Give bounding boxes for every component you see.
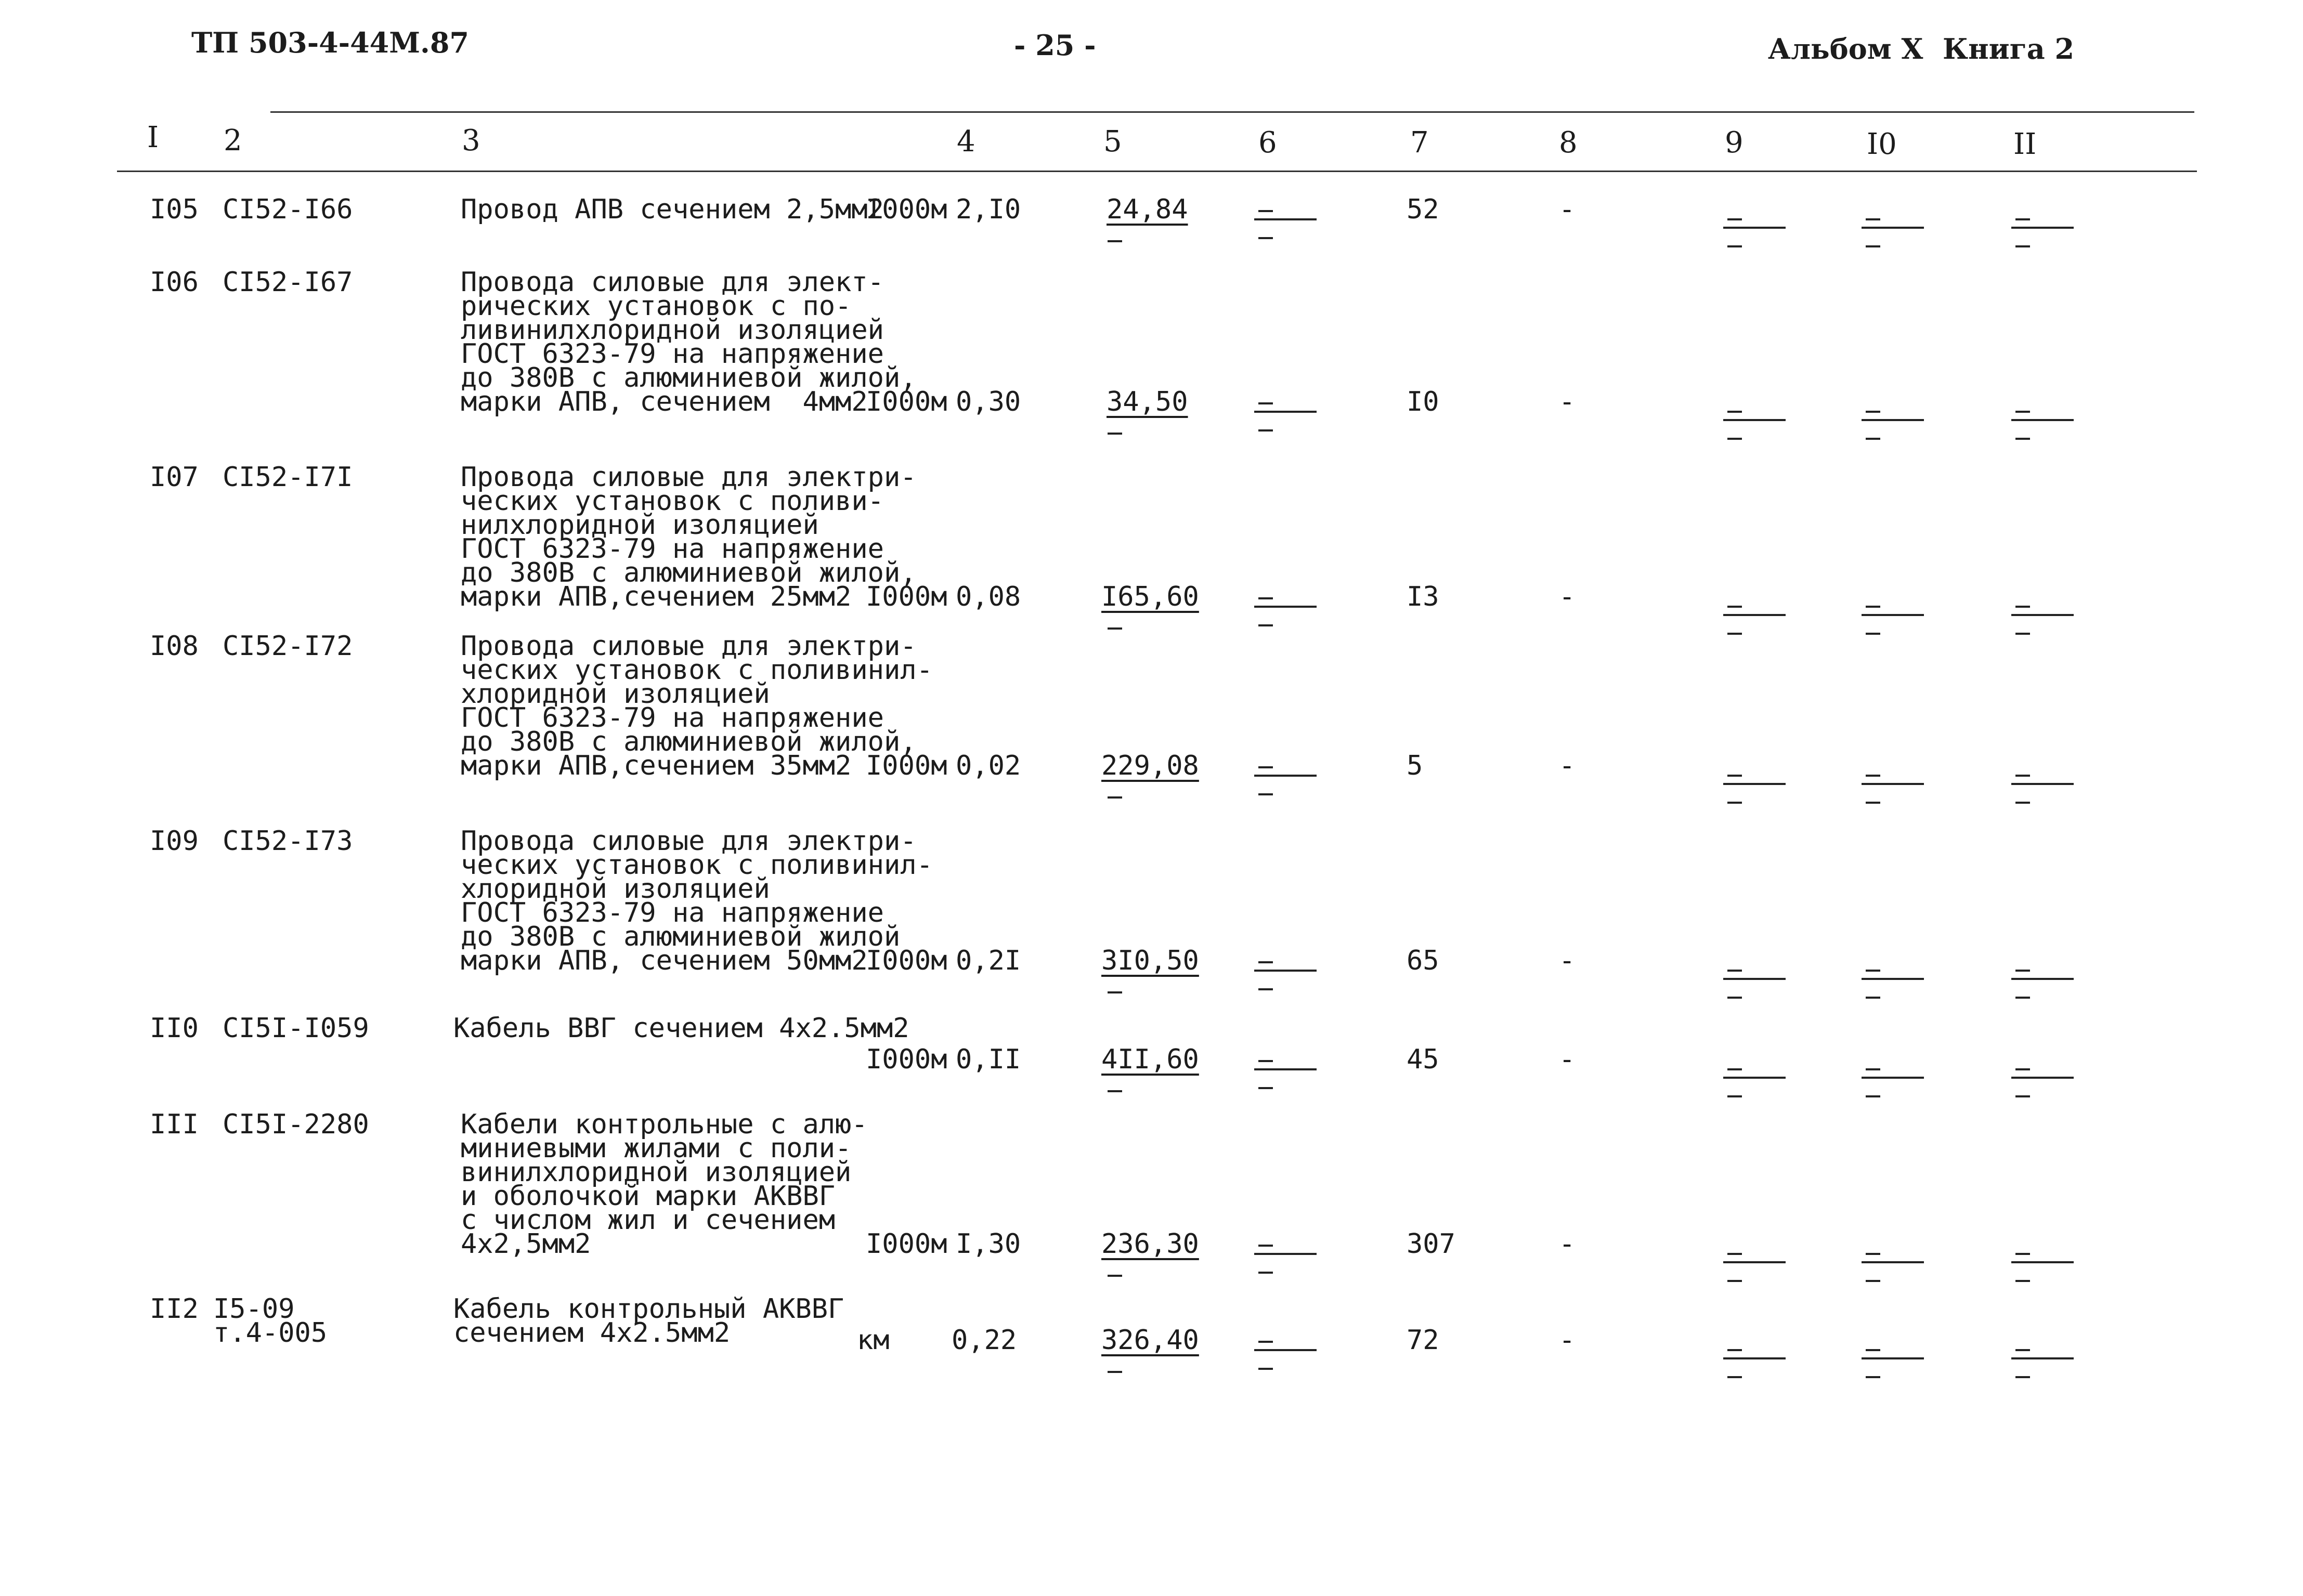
mark-bottom-dash [2015, 997, 2030, 999]
col9-dash-mark [1723, 1068, 1786, 1115]
item-description-line: 4х2,5мм2 [461, 1228, 591, 1260]
item-description-line: ГОСТ 6323-79 на напряжение [461, 702, 884, 734]
col8-dash: - [1559, 750, 1576, 781]
item-description-line: марки АПВ,сечением 35мм2 [461, 750, 852, 781]
mark-top-dash [1866, 1349, 1880, 1351]
col6-dash-mark [1254, 961, 1317, 1008]
item-description-line: хлоридной изоляцией [461, 678, 770, 710]
col11-dash-mark [2011, 1068, 2074, 1115]
quantity: 2,I0 [956, 194, 1021, 225]
mark-line [1723, 1357, 1786, 1359]
item-description-line: Провода силовые для электри- [461, 826, 917, 857]
item-code: СI52-I72 [223, 631, 353, 662]
column-header: 6 [1258, 126, 1277, 160]
mark-line [1862, 419, 1924, 421]
item-description-line: рических установок с по- [461, 291, 852, 322]
mark-bottom-dash [2015, 802, 2030, 804]
col9-dash-mark [1723, 970, 1786, 1016]
unit: I000м [866, 386, 947, 417]
item-description-line: Кабель контрольный АКВВГ [453, 1293, 844, 1325]
mark-bottom-dash [2015, 438, 2030, 440]
mark-line [1862, 1357, 1924, 1359]
mark-bottom-dash [1866, 245, 1880, 247]
item-description-line: Провод АПВ сечением 2,5мм2 [461, 194, 884, 225]
item-number: II0 [150, 1013, 199, 1044]
mark-line [1254, 1253, 1317, 1255]
col10-dash-mark [1862, 775, 1924, 821]
col8-dash: - [1559, 1325, 1576, 1356]
mark-bottom-dash [1866, 997, 1880, 999]
mark-bottom-dash [1866, 1095, 1880, 1097]
mark-top-dash [2015, 775, 2030, 777]
item-description-line: и оболочкой марки АКВВГ [461, 1181, 836, 1212]
price-under-dash [1108, 240, 1122, 242]
mark-line [1862, 227, 1924, 229]
item-number: II2 [150, 1293, 199, 1325]
mark-line [1862, 1077, 1924, 1079]
item-number: I06 [150, 267, 199, 298]
col9-dash-mark [1723, 1253, 1786, 1300]
unit-price: 4II,60 [1101, 1044, 1199, 1075]
unit: I000м [866, 1228, 947, 1260]
item-description-line: ГОСТ 6323-79 на напряжение [461, 533, 884, 565]
col7-value: 307 [1407, 1228, 1455, 1260]
mark-bottom-dash [1727, 438, 1742, 440]
mark-top-dash [2015, 606, 2030, 608]
mark-line [1254, 775, 1317, 777]
col11-dash-mark [2011, 218, 2074, 265]
mark-top-dash [1727, 606, 1742, 608]
item-description-line: ливинилхлоридной изоляцией [461, 315, 884, 346]
mark-top-dash [1866, 1068, 1880, 1070]
mark-bottom-dash [2015, 1280, 2030, 1282]
mark-bottom-dash [1727, 1095, 1742, 1097]
column-header: II [2013, 127, 2037, 161]
unit: I000м [866, 945, 947, 976]
mark-bottom-dash [1866, 438, 1880, 440]
col6-dash-mark [1254, 402, 1317, 449]
mark-line [1862, 783, 1924, 785]
item-description-line: ческих установок с поливинил- [461, 655, 933, 686]
table-header-rule [117, 171, 2197, 172]
mark-top-dash [2015, 970, 2030, 972]
quantity: 0,02 [956, 750, 1021, 781]
col11-dash-mark [2011, 970, 2074, 1016]
item-number: I09 [150, 826, 199, 857]
column-header: 8 [1559, 126, 1578, 160]
unit-price: I65,60 [1101, 581, 1199, 612]
item-description-line: с числом жил и сечением [461, 1205, 836, 1236]
mark-line [1254, 218, 1317, 220]
mark-bottom-dash [2015, 1376, 2030, 1378]
mark-line [1723, 419, 1786, 421]
mark-top-dash [1866, 218, 1880, 220]
mark-top-dash [1727, 1068, 1742, 1070]
mark-top-dash [1258, 1060, 1273, 1062]
mark-bottom-dash [2015, 245, 2030, 247]
item-description-line: Провода силовые для электри- [461, 462, 917, 493]
mark-line [2011, 1357, 2074, 1359]
col8-dash: - [1559, 386, 1576, 417]
col10-dash-mark [1862, 1068, 1924, 1115]
col7-value: I3 [1407, 581, 1439, 612]
mark-top-dash [1258, 1341, 1273, 1343]
item-description-line: Кабель ВВГ сечением 4х2.5мм2 [453, 1013, 909, 1044]
unit-price: 236,30 [1101, 1228, 1199, 1260]
mark-bottom-dash [1258, 1368, 1273, 1370]
item-description-line: Провода силовые для элект- [461, 267, 884, 298]
price-under-dash [1108, 433, 1122, 435]
item-code: СI5I-I059 [223, 1013, 369, 1044]
mark-bottom-dash [1258, 1272, 1273, 1274]
page-number: - 25 - [1014, 29, 1096, 62]
item-description-line: миниевыми жилами с поли- [461, 1133, 852, 1164]
mark-top-dash [2015, 1349, 2030, 1351]
col11-dash-mark [2011, 1253, 2074, 1300]
document-code: ТП 503-4-44М.87 [191, 26, 469, 59]
col10-dash-mark [1862, 970, 1924, 1016]
col10-dash-mark [1862, 1349, 1924, 1396]
col6-dash-mark [1254, 1060, 1317, 1107]
item-code: СI5I-2280 [223, 1109, 369, 1140]
mark-bottom-dash [1866, 1376, 1880, 1378]
col8-dash: - [1559, 1228, 1576, 1260]
mark-bottom-dash [1258, 988, 1273, 990]
quantity: 0,22 [952, 1325, 1017, 1356]
unit: I000м [866, 750, 947, 781]
mark-bottom-dash [1258, 1087, 1273, 1089]
item-number: I07 [150, 462, 199, 493]
table-row [0, 1109, 2303, 1292]
col9-dash-mark [1723, 775, 1786, 821]
mark-top-dash [1258, 597, 1273, 599]
mark-line [2011, 614, 2074, 616]
item-description-line: нилхлоридной изоляцией [461, 509, 819, 541]
mark-line [2011, 1261, 2074, 1263]
table-row [0, 826, 2303, 1009]
column-header: I0 [1867, 127, 1897, 161]
mark-bottom-dash [2015, 1095, 2030, 1097]
mark-bottom-dash [1866, 802, 1880, 804]
item-code: СI52-I66 [223, 194, 353, 225]
col11-dash-mark [2011, 775, 2074, 821]
col10-dash-mark [1862, 1253, 1924, 1300]
table-row [0, 1293, 2303, 1381]
col7-value: 72 [1407, 1325, 1439, 1356]
col9-dash-mark [1723, 218, 1786, 265]
unit: I000м [866, 581, 947, 612]
table-row [0, 462, 2303, 645]
mark-top-dash [1727, 411, 1742, 413]
album-label: Альбом X Книга 2 [1768, 32, 2075, 66]
item-description-line: марки АПВ, сечением 4мм2 [461, 386, 868, 417]
col8-dash: - [1559, 945, 1576, 976]
col7-value: 65 [1407, 945, 1439, 976]
table-row [0, 631, 2303, 814]
mark-top-dash [1866, 775, 1880, 777]
mark-line [1862, 978, 1924, 980]
mark-line [1723, 614, 1786, 616]
mark-line [2011, 227, 2074, 229]
mark-line [1723, 978, 1786, 980]
col7-value: 5 [1407, 750, 1423, 781]
unit-price: 24,84 [1107, 194, 1188, 225]
item-description-line: до 380В с алюминиевой жилой, [461, 362, 917, 394]
item-code: I5-09 [213, 1293, 295, 1325]
item-description-line: Кабели контрольные с алю- [461, 1109, 868, 1140]
mark-top-dash [1727, 970, 1742, 972]
mark-top-dash [1866, 1253, 1880, 1255]
mark-line [1723, 227, 1786, 229]
mark-line [1862, 1261, 1924, 1263]
item-code: СI52-I73 [223, 826, 353, 857]
price-under-dash [1108, 1371, 1122, 1373]
mark-line [1254, 970, 1317, 972]
mark-top-dash [1727, 1349, 1742, 1351]
item-description-line: ГОСТ 6323-79 на напряжение [461, 897, 884, 928]
column-header: 5 [1103, 125, 1122, 159]
mark-top-dash [1258, 766, 1273, 768]
mark-top-dash [1866, 970, 1880, 972]
table-top-rule [270, 111, 2194, 113]
item-description-line: до 380В с алюминиевой жилой, [461, 557, 917, 588]
mark-bottom-dash [1258, 793, 1273, 795]
mark-top-dash [1258, 210, 1273, 212]
mark-line [2011, 419, 2074, 421]
mark-line [1254, 606, 1317, 608]
mark-bottom-dash [1866, 1280, 1880, 1282]
item-description-line: до 380В с алюминиевой жилой [461, 921, 901, 952]
col9-dash-mark [1723, 411, 1786, 457]
col11-dash-mark [2011, 411, 2074, 457]
mark-bottom-dash [1727, 1376, 1742, 1378]
mark-line [2011, 783, 2074, 785]
mark-top-dash [2015, 1253, 2030, 1255]
col7-value: I0 [1407, 386, 1439, 417]
mark-bottom-dash [1727, 802, 1742, 804]
mark-top-dash [1866, 411, 1880, 413]
mark-top-dash [2015, 411, 2030, 413]
col10-dash-mark [1862, 411, 1924, 457]
table-row [0, 1013, 2303, 1101]
mark-bottom-dash [1258, 624, 1273, 626]
quantity: 0,II [956, 1044, 1021, 1075]
unit-price: 326,40 [1101, 1325, 1199, 1356]
quantity: 0,2I [956, 945, 1021, 976]
mark-top-dash [2015, 1068, 2030, 1070]
mark-line [2011, 1077, 2074, 1079]
quantity: 0,08 [956, 581, 1021, 612]
col6-dash-mark [1254, 210, 1317, 257]
mark-line [1723, 783, 1786, 785]
col8-dash: - [1559, 194, 1576, 225]
item-description-line: хлоридной изоляцией [461, 873, 770, 905]
mark-line [1254, 1349, 1317, 1351]
mark-bottom-dash [1727, 245, 1742, 247]
unit: км [857, 1325, 890, 1356]
mark-top-dash [1258, 402, 1273, 404]
item-code: СI52-I67 [223, 267, 353, 298]
col6-dash-mark [1254, 1341, 1317, 1388]
col7-value: 45 [1407, 1044, 1439, 1075]
mark-line [1723, 1261, 1786, 1263]
price-under-dash [1108, 796, 1122, 799]
col11-dash-mark [2011, 1349, 2074, 1396]
mark-top-dash [1258, 961, 1273, 963]
column-header: 9 [1725, 126, 1743, 160]
item-code: СI52-I7I [223, 462, 353, 493]
col7-value: 52 [1407, 194, 1439, 225]
unit-price: 34,50 [1107, 386, 1188, 417]
column-header: 4 [957, 125, 975, 159]
item-description-line: марки АПВ, сечением 50мм2 [461, 945, 868, 976]
item-description-line: ческих установок с поливинил- [461, 849, 933, 881]
mark-bottom-dash [1727, 1280, 1742, 1282]
item-description-line: ческих установок с поливи- [461, 486, 884, 517]
item-description-line: Провода силовые для электри- [461, 631, 917, 662]
mark-bottom-dash [1258, 237, 1273, 239]
item-description-line: винилхлоридной изоляцией [461, 1157, 852, 1188]
price-under-dash [1108, 1275, 1122, 1277]
item-number: I08 [150, 631, 199, 662]
unit: I000м [866, 1044, 947, 1075]
quantity: 0,30 [956, 386, 1021, 417]
mark-bottom-dash [1727, 997, 1742, 999]
mark-top-dash [1258, 1245, 1273, 1247]
mark-line [1723, 1077, 1786, 1079]
column-header: 2 [224, 124, 242, 158]
mark-top-dash [1727, 218, 1742, 220]
col10-dash-mark [1862, 218, 1924, 265]
col8-dash: - [1559, 581, 1576, 612]
col9-dash-mark [1723, 1349, 1786, 1396]
unit: I000м [866, 194, 947, 225]
mark-line [1862, 614, 1924, 616]
column-header: I [147, 121, 159, 154]
mark-top-dash [1866, 606, 1880, 608]
item-code: т.4-005 [213, 1317, 328, 1349]
col6-dash-mark [1254, 1245, 1317, 1291]
column-header: 7 [1410, 126, 1429, 160]
mark-line [2011, 978, 2074, 980]
item-description-line: сечением 4х2.5мм2 [453, 1317, 731, 1349]
col6-dash-mark [1254, 766, 1317, 813]
price-under-dash [1108, 627, 1122, 630]
col8-dash: - [1559, 1044, 1576, 1075]
mark-line [1254, 1068, 1317, 1070]
item-number: III [150, 1109, 199, 1140]
price-under-dash [1108, 991, 1122, 993]
mark-top-dash [2015, 218, 2030, 220]
item-number: I05 [150, 194, 199, 225]
unit-price: 3I0,50 [1101, 945, 1199, 976]
mark-top-dash [1727, 1253, 1742, 1255]
table-row [0, 267, 2303, 450]
price-under-dash [1108, 1090, 1122, 1092]
quantity: I,30 [956, 1228, 1021, 1260]
item-description-line: до 380В с алюминиевой жилой, [461, 726, 917, 757]
item-description-line: ГОСТ 6323-79 на напряжение [461, 338, 884, 370]
mark-top-dash [1727, 775, 1742, 777]
column-header: 3 [462, 124, 480, 158]
mark-bottom-dash [1258, 429, 1273, 431]
unit-price: 229,08 [1101, 750, 1199, 781]
item-description-line: марки АПВ,сечением 25мм2 [461, 581, 852, 612]
mark-line [1254, 411, 1317, 413]
